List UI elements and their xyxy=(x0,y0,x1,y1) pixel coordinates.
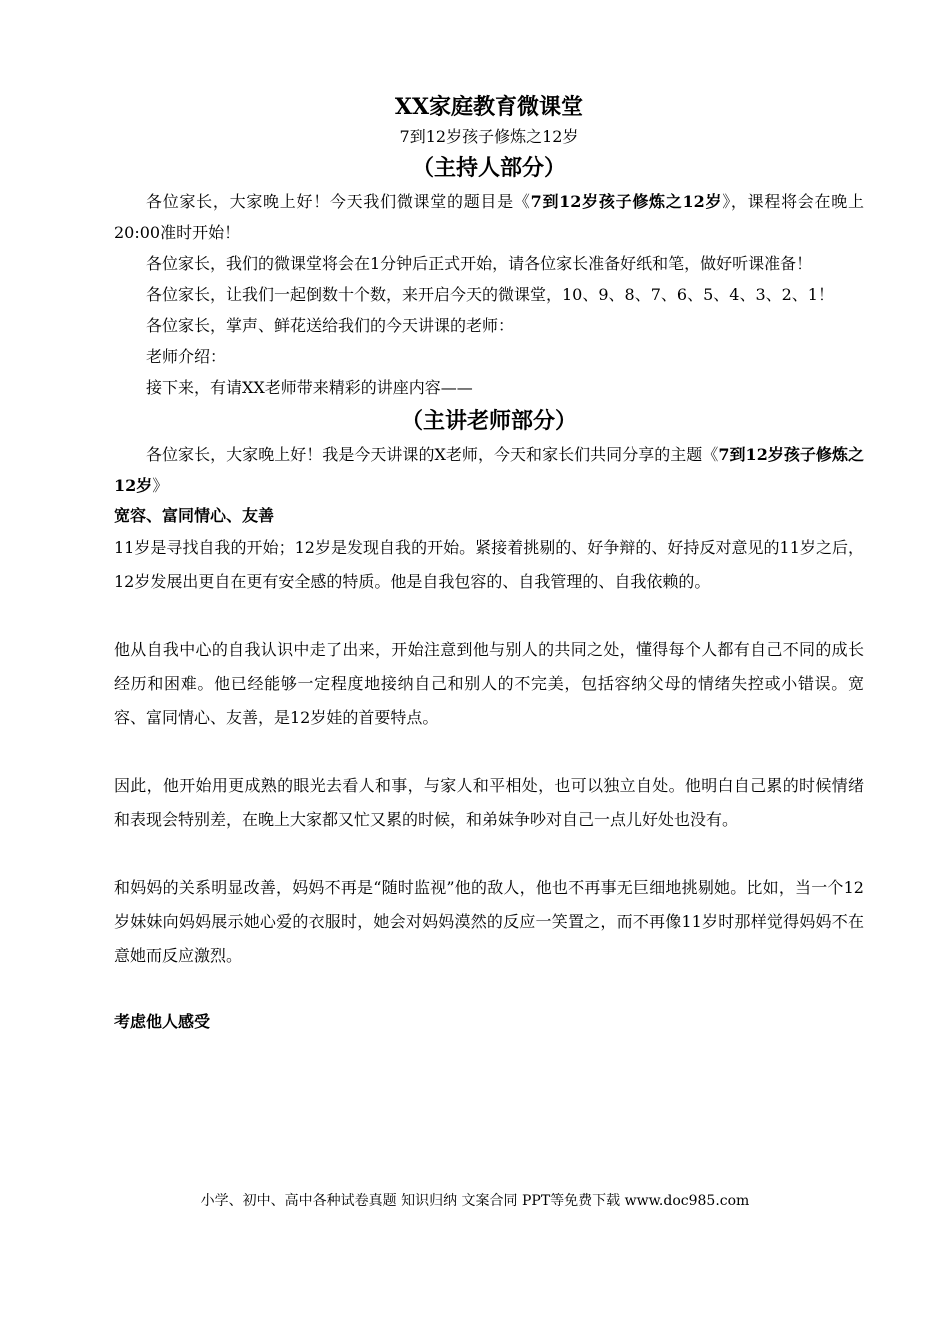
teacher-p1-text: 各位家长，大家晚上好！我是今天讲课的X老师，今天和家长们共同分享的主题《 xyxy=(146,445,719,464)
host-paragraph-5: 老师介绍： xyxy=(146,347,227,366)
host-p1-text: 各位家长，大家晚上好！今天我们微课堂的题目是《 xyxy=(146,192,531,211)
body-paragraph-4: 和妈妈的关系明显改善，妈妈不再是“随时监视”他的敌人，他也不再事无巨细地挑剔她。比如，当一个12岁妹妹向妈妈展示她心爱的衣服时，她会对妈妈漠然的反应一笑置之，而不再像11岁时那样觉得妈妈不在意她而反应激烈。 xyxy=(114,878,864,965)
host-p1-tail: 》，课程将会在晚上20:00准时开始！ xyxy=(114,192,864,242)
document-page xyxy=(114,90,864,1037)
teacher-p1-tail: 》 xyxy=(152,476,169,495)
body-paragraph-3: 因此，他开始用更成熟的眼光去看人和事，与家人和平相处，也可以独立自处。他明白自己累的时候情绪和表现会特别差，在晚上大家都又忙又累的时候，和弟妹争吵对自己一点儿好处也没有。 xyxy=(114,776,864,829)
document-subtitle: 7到12岁孩子修炼之12岁 xyxy=(399,127,579,146)
body-paragraph-1: 11岁是寻找自我的开始；12岁是发现自我的开始。紧接着挑剔的、好争辩的、好持反对意见的11岁之后，12岁发展出更自在更有安全感的特质。他是自我包容的、自我管理的、自我依赖的。 xyxy=(114,538,864,591)
host-paragraph-1 xyxy=(114,186,864,248)
page-footer: 小学、初中、高中各种试卷真题 知识归纳 文案合同 PPT等免费下载 www.doc985.com xyxy=(200,1193,750,1209)
paragraph-spacer xyxy=(114,973,864,1007)
paragraph-spacer xyxy=(114,599,864,633)
document-title: XX家庭教育微课堂 xyxy=(394,94,584,120)
teacher-section-heading: （主讲老师部分） xyxy=(400,408,577,434)
host-paragraph-2: 各位家长，我们的微课堂将会在1分钟后正式开始，请各位家长准备好纸和笔，做好听课准备！ xyxy=(146,254,813,273)
host-p1-topic: 7到12岁孩子修炼之12岁 xyxy=(530,192,723,211)
subheading-tolerance: 宽容、富同情心、友善 xyxy=(114,506,275,525)
host-paragraph-3: 各位家长，让我们一起倒数十个数，来开启今天的微课堂，10、9、8、7、6、5、4、3、2、1！ xyxy=(146,285,834,304)
host-paragraph-4: 各位家长，掌声、鲜花送给我们的今天讲课的老师： xyxy=(146,316,515,335)
subheading-consider-others: 考虑他人感受 xyxy=(114,1012,211,1031)
paragraph-spacer xyxy=(114,735,864,769)
host-paragraph-6: 接下来，有请XX老师带来精彩的讲座内容—— xyxy=(146,378,473,397)
teacher-paragraph-1 xyxy=(114,439,864,501)
paragraph-spacer xyxy=(114,837,864,871)
teacher-p1-topic: 7到12岁孩子修炼之12岁 xyxy=(114,445,864,495)
body-paragraph-2: 他从自我中心的自我认识中走了出来，开始注意到他与别人的共同之处，懂得每个人都有自己不同的成长经历和困难。他已经能够一定程度地接纳自己和别人的不完美，包括容纳父母的情绪失控或小错误。宽容、富同情心、友善，是12岁娃的首要特点。 xyxy=(114,640,864,727)
host-section-heading: （主持人部分） xyxy=(411,155,566,181)
